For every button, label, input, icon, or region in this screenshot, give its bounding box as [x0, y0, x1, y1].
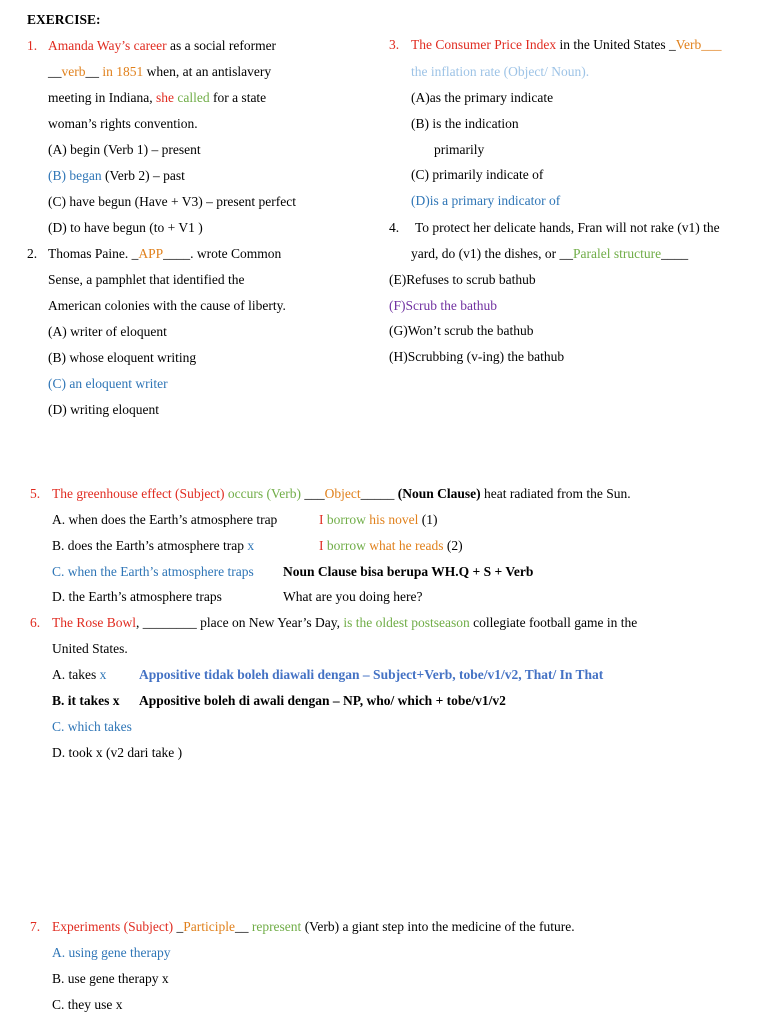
q5-number: 5.	[30, 486, 41, 501]
q4-line-2: yard, do (v1) the dishes, or __Paralel structure____	[411, 246, 689, 261]
q5-note-b: I borrow what he reads (2)	[319, 538, 463, 553]
q2-line-1: Thomas Paine. _APP____. wrote Common	[48, 246, 282, 261]
exercise-title: EXERCISE:	[27, 12, 101, 27]
q2-option-d: (D) writing eloquent	[48, 402, 159, 417]
q3-option-d: (D)is a primary indicator of	[411, 193, 561, 208]
q5-option-c: C. when the Earth’s atmosphere traps	[52, 564, 254, 579]
q7-option-c: C. they use x	[52, 997, 123, 1012]
q3-option-c: (C) primarily indicate of	[411, 167, 544, 182]
q1-line-1: Amanda Way’s career as a social reformer	[48, 38, 277, 53]
q4-option-g: (G)Won’t scrub the bathub	[389, 323, 534, 338]
q2-line-3: American colonies with the cause of liberty.	[48, 298, 286, 313]
q6-line-1: The Rose Bowl, ________ place on New Year’s Day, is the oldest postseason collegiate football game in the	[52, 615, 638, 630]
q5-note-c: Noun Clause bisa berupa WH.Q + S + Verb	[283, 564, 534, 579]
q5-note-a: I borrow his novel (1)	[319, 512, 438, 527]
q6-line-2: United States.	[52, 641, 128, 656]
q4-number: 4.	[389, 220, 400, 235]
q4-option-e: (E)Refuses to scrub bathub	[389, 272, 536, 287]
q6-option-d: D. took x (v2 dari take )	[52, 745, 183, 760]
q3-option-b-cont: primarily	[434, 142, 485, 157]
q5-note-d: What are you doing here?	[283, 589, 423, 604]
q1-option-c: (C) have begun (Have + V3) – present perfect	[48, 194, 297, 209]
q2-line-2: Sense, a pamphlet that identified the	[48, 272, 245, 287]
q6-option-b: B. it takes x	[52, 693, 120, 708]
q1-line-4: woman’s rights convention.	[48, 116, 198, 131]
q1-line-2: __verb__ in 1851 when, at an antislavery	[48, 64, 272, 79]
q1-option-a: (A) begin (Verb 1) – present	[48, 142, 201, 157]
q7-line-1: Experiments (Subject) _Participle__ represent (Verb) a giant step into the medicine of the future.	[52, 919, 575, 934]
q1-option-b: (B) began (Verb 2) – past	[48, 168, 185, 183]
q6-option-c: C. which takes	[52, 719, 132, 734]
q3-number: 3.	[389, 37, 400, 52]
q6-note-a: Appositive tidak boleh diawali dengan – Subject+Verb, tobe/v1/v2, That/ In That	[139, 667, 604, 682]
q3-line-2: the inflation rate (Object/ Noun).	[411, 64, 590, 79]
q1-line-3: meeting in Indiana, she called for a state	[48, 90, 267, 105]
q4-option-f: (F)Scrub the bathub	[389, 298, 497, 313]
q6-number: 6.	[30, 615, 41, 630]
q3-line-1: The Consumer Price Index in the United States _Verb___	[411, 37, 722, 52]
q3-option-b: (B) is the indication	[411, 116, 519, 131]
q6-option-a: A. takes x	[52, 667, 107, 682]
q1-number: 1.	[27, 38, 38, 53]
q7-option-a: A. using gene therapy	[52, 945, 171, 960]
q7-option-b: B. use gene therapy x	[52, 971, 169, 986]
q4-line-1: To protect her delicate hands, Fran will not rake (v1) the	[415, 220, 720, 235]
q2-number: 2.	[27, 246, 38, 261]
q5-line-1: The greenhouse effect (Subject) occurs (Verb) ___Object_____ (Noun Clause) heat radiated from the Sun.	[52, 486, 631, 501]
q7-number: 7.	[30, 919, 41, 934]
q3-option-a: (A)as the primary indicate	[411, 90, 554, 105]
q1-option-d: (D) to have begun (to + V1 )	[48, 220, 203, 235]
q4-option-h: (H)Scrubbing (v-ing) the bathub	[389, 349, 565, 364]
q2-option-b: (B) whose eloquent writing	[48, 350, 197, 365]
q2-option-a: (A) writer of eloquent	[48, 324, 167, 339]
q6-note-b: Appositive boleh di awali dengan – NP, who/ which + tobe/v1/v2	[139, 693, 506, 708]
q5-option-d: D. the Earth’s atmosphere traps	[52, 589, 222, 604]
q5-option-b: B. does the Earth’s atmosphere trap x	[52, 538, 255, 553]
q5-option-a: A. when does the Earth’s atmosphere trap	[52, 512, 278, 527]
q2-option-c: (C) an eloquent writer	[48, 376, 168, 391]
